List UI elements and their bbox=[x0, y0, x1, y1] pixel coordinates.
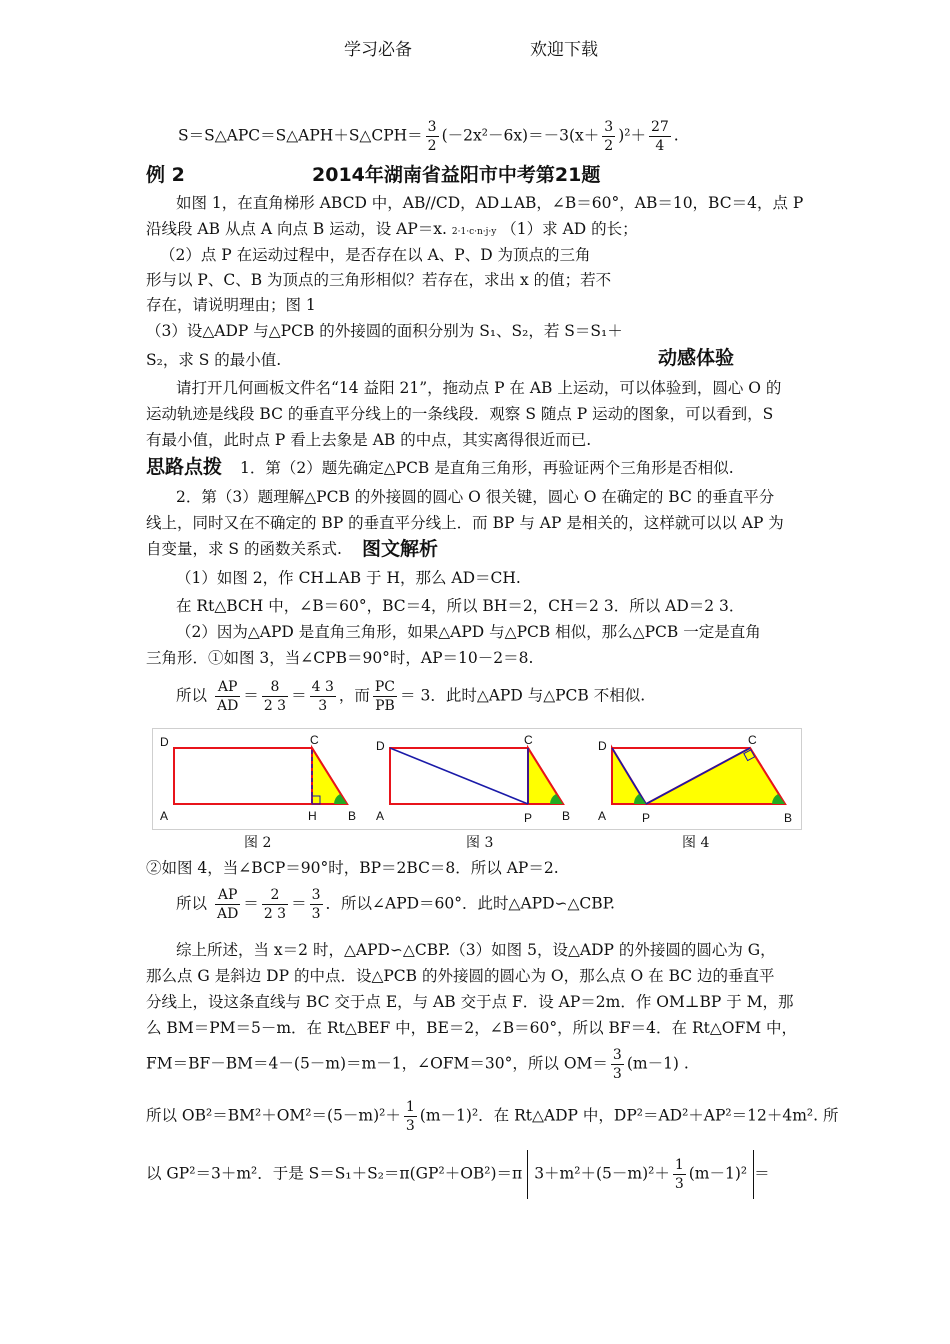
solution-4: 三角形．①如图 3，当∠CPB＝90°时，AP＝10－2＝8. bbox=[146, 649, 534, 667]
watermark: 2·1·c·n·j·y bbox=[451, 227, 497, 237]
figures-svg bbox=[152, 728, 800, 828]
hint-line-3: 线上，同时又在不确定的 BP 的垂直平分线上．而 BP 与 AP 是相关的，这样就可以以 AP 为 bbox=[146, 514, 784, 532]
problem-line-3: （2）点 P 在运动过程中，是否存在以 A、P、D 为顶点的三角 bbox=[160, 246, 591, 264]
problem-line-2: 沿线段 AB 从点 A 向点 B 运动，设 AP＝x. 2·1·c·n·j·y （1）求 AD 的长； bbox=[146, 220, 638, 238]
solution-14: 以 GP²＝3＋m²．于是 S＝S₁＋S₂＝π(GP²＋OB²)＝π 3＋m²＋(5－m)²＋ $\frac{1}{3}$ (m－1)² ＝ bbox=[146, 1150, 770, 1199]
problem-line-6: （3）设△ADP 与△PCB 的外接圆的面积分别为 S₁、S₂，若 S＝S₁＋ bbox=[146, 322, 623, 340]
figure-3 bbox=[390, 748, 563, 804]
header-left: 学习必备 bbox=[344, 40, 412, 60]
problem-line-1: 如图 1，在直角梯形 ABCD 中，AB//CD，AD⊥AB，∠B＝60°，AB＝10，BC＝4，点 P bbox=[176, 194, 804, 212]
problem-line-7: S₂，求 S 的最小值. bbox=[146, 351, 282, 369]
solution-9: 那么点 G 是斜边 DP 的中点．设△PCB 的外接圆的圆心为 O，那么点 O 在 BC 边的垂直平 bbox=[146, 967, 775, 985]
fig3-label-P: P bbox=[524, 811, 533, 825]
dynamic-line-1: 请打开几何画板文件名“14 益阳 21”，拖动点 P 在 AB 上运动，可以体验到，圆心 O 的 bbox=[176, 379, 782, 397]
dynamic-line-3: 有最小值，此时点 P 看上去象是 AB 的中点，其实离得很近而已. bbox=[146, 431, 592, 449]
fig3-triangle bbox=[528, 748, 563, 804]
fig4-label-D: D bbox=[598, 739, 607, 753]
fig3-label-A: A bbox=[376, 809, 385, 823]
fig3-label-D: D bbox=[376, 739, 385, 753]
solution-2: 在 Rt△BCH 中，∠B＝60°，BC＝4，所以 BH＝2，CH＝2 3．所以 AD＝2 3． bbox=[176, 597, 745, 615]
fig3-segment-DP bbox=[390, 748, 528, 804]
solution-7: 所以 $\frac{AP}{AD}$ ＝ $\frac{2}{2 3}$ ＝ $\frac{3}{3}$ ．所以∠APD＝60°．此时△APD∽△CBP. bbox=[176, 887, 615, 922]
fig2-label-D: D bbox=[160, 735, 169, 749]
caption-fig-3: 图 3 bbox=[466, 835, 494, 851]
section-dynamic: 动感体验 bbox=[658, 347, 735, 369]
fig4-label-B: B bbox=[784, 811, 793, 825]
fig4-triangle-PCB bbox=[646, 748, 785, 804]
fig2-label-C: C bbox=[310, 733, 319, 747]
example-title: 2014年湖南省益阳市中考第21题 bbox=[312, 164, 601, 186]
formula-top: S＝S△APC＝S△APH＋S△CPH＝ $\frac{3}{2}$ (－2x²－6x)＝－3(x＋ $\frac{3}{2}$ )²＋ $\frac{27}{4}$ . bbox=[178, 119, 679, 154]
hint-line-1: 1．第（2）题先确定△PCB 是直角三角形，再验证两个三角形是否相似. bbox=[240, 459, 734, 477]
problem-line-4: 形与以 P、C、B 为顶点的三角形相似？若存在，求出 x 的值；若不 bbox=[146, 271, 612, 289]
solution-8: 综上所述，当 x＝2 时，△APD∽△CBP.（3）如图 5，设△ADP 的外接圆的圆心为 G， bbox=[176, 941, 776, 959]
bracket-expression: 3＋m²＋(5－m)²＋ $\frac{1}{3}$ (m－1)² bbox=[527, 1150, 754, 1199]
solution-6: ②如图 4，当∠BCP＝90°时，BP＝2BC＝8．所以 AP＝2. bbox=[146, 859, 559, 877]
fig3-label-C: C bbox=[524, 733, 533, 747]
header-right: 欢迎下载 bbox=[530, 40, 598, 60]
solution-12: FM＝BF－BM＝4－(5－m)＝m－1，∠OFM＝30°，所以 OM＝ $\frac{3}{3}$ (m－1) . bbox=[146, 1047, 689, 1082]
figure-4 bbox=[612, 748, 785, 804]
fig3-label-B: B bbox=[562, 809, 571, 823]
solution-13: 所以 OB²＝BM²＋OM²＝(5－m)²＋ $\frac{1}{3}$ (m－1)²．在 Rt△ADP 中，DP²＝AD²＋AP²＝12＋4m². 所 bbox=[146, 1099, 839, 1134]
fig2-label-A: A bbox=[160, 809, 169, 823]
hint-line-4: 自变量，求 S 的函数关系式. bbox=[146, 540, 342, 558]
dynamic-line-2: 运动轨迹是线段 BC 的垂直平分线上的一条线段．观察 S 随点 P 运动的图象，可以看到，S bbox=[146, 405, 774, 423]
solution-11: 么 BM＝PM＝5－m．在 Rt△BEF 中，BE＝2，∠B＝60°，所以 BF＝4．在 Rt△OFM 中， bbox=[146, 1019, 798, 1037]
caption-fig-2: 图 2 bbox=[244, 835, 272, 851]
fig2-label-B: B bbox=[348, 809, 357, 823]
figure-2 bbox=[174, 748, 347, 804]
solution-5: 所以 $\frac{AP}{AD}$ ＝ $\frac{8}{2 3}$ ＝ $\frac{4 3}{3}$ ，而 $\frac{PC}{PB}$ ＝ 3．此时△APD 与△PCB 不相似. bbox=[176, 679, 646, 714]
section-hint: 思路点拨 bbox=[146, 456, 223, 478]
caption-fig-4: 图 4 bbox=[682, 835, 710, 851]
hint-line-2: 2．第（3）题理解△PCB 的外接圆的圆心 O 很关键，圆心 O 在确定的 BC 的垂直平分 bbox=[176, 488, 775, 506]
fig4-label-C: C bbox=[748, 733, 757, 747]
solution-1: （1）如图 2，作 CH⊥AB 于 H，那么 AD＝CH. bbox=[176, 569, 521, 587]
solution-3: （2）因为△APD 是直角三角形，如果△APD 与△PCB 相似，那么△PCB 一定是直角 bbox=[176, 623, 761, 641]
fig2-label-H: H bbox=[308, 809, 317, 823]
example-label: 例 2 bbox=[146, 164, 185, 186]
section-analysis: 图文解析 bbox=[362, 538, 439, 560]
problem-line-5: 存在，请说明理由；图 1 bbox=[146, 296, 316, 314]
fig4-label-P: P bbox=[642, 811, 651, 825]
solution-10: 分线上，设这条直线与 BC 交于点 E，与 AB 交于点 F．设 AP＝2m．作 OM⊥BP 于 M，那 bbox=[146, 993, 794, 1011]
fig4-label-A: A bbox=[598, 809, 607, 823]
